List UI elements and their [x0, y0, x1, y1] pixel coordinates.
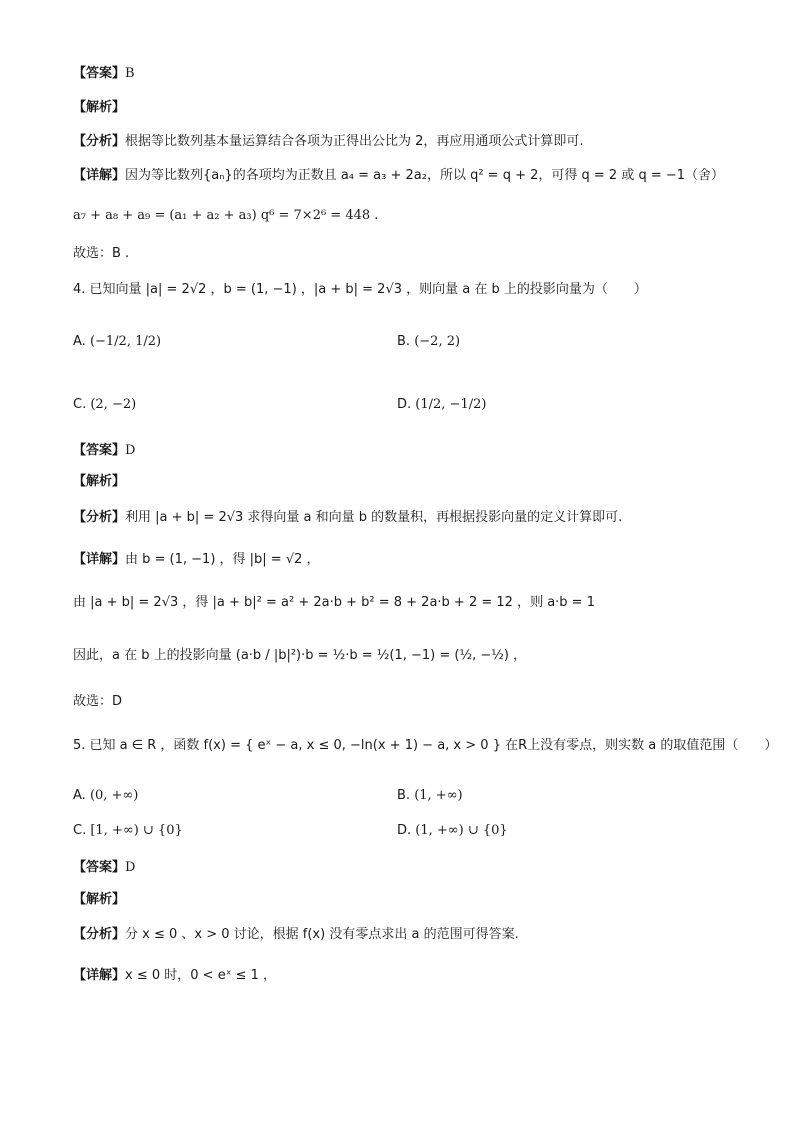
- q3-answer: 【答案】B: [73, 66, 135, 81]
- q4-analysis-heading: 【解析】: [73, 474, 126, 489]
- q5-analysis-heading: 【解析】: [73, 892, 126, 907]
- q5-option-a: A. (0, +∞): [73, 788, 139, 803]
- q3-analysis-heading: 【解析】: [73, 100, 126, 115]
- q4-detail-2: 由 |a + b| = 2√3 ，得 |a + b|² = a² + 2a·b + b² = 8 + 2a·b + 2 = 12 ，则 a·b = 1: [73, 595, 595, 610]
- q4-stem: 4. 已知向量 |a| = 2√2 ，b = (1, −1) ，|a + b| = 2√3 ，则向量 a 在 b 上的投影向量为（ ）: [73, 282, 647, 297]
- q3-detail: 【详解】因为等比数列{aₙ}的各项均为正数且 a₄ = a₃ + 2a₂，所以 q² = q + 2，可得 q = 2 或 q = −1（舍）: [73, 168, 725, 183]
- q4-detail-1: 【详解】由 b = (1, −1) ，得 |b| = √2 ，: [73, 552, 320, 567]
- q4-conclusion: 故选：D: [73, 694, 123, 709]
- q4-option-a: A. (−1/2, 1/2): [73, 334, 162, 349]
- q4-fenxi: 【分析】利用 |a + b| = 2√3 求得向量 a 和向量 b 的数量积，再根据投影向量的定义计算即可.: [73, 510, 623, 525]
- q4-answer: 【答案】D: [73, 443, 136, 458]
- q5-fenxi: 【分析】分 x ≤ 0 、x > 0 讨论，根据 f(x) 没有零点求出 a 的范围可得答案.: [73, 927, 519, 942]
- q5-answer: 【答案】D: [73, 860, 136, 875]
- q4-option-c: C. (2, −2): [73, 397, 137, 412]
- q5-stem: 5. 已知 a ∈ R ，函数 f(x) = { eˣ − a, x ≤ 0, −ln(x + 1) − a, x > 0 } 在R上没有零点，则实数 a 的取值范围（ ）: [73, 738, 778, 753]
- answer-tag: 【答案】: [73, 66, 126, 81]
- q5-option-c: C. [1, +∞) ∪ {0}: [73, 823, 183, 838]
- q5-detail-1: 【详解】x ≤ 0 时，0 < eˣ ≤ 1 ，: [73, 968, 277, 983]
- q3-fenxi: 【分析】根据等比数列基本量运算结合各项为正得出公比为 2，再应用通项公式计算即可.: [73, 134, 584, 149]
- q5-option-b: B. (1, +∞): [397, 788, 463, 803]
- q3-conclusion: 故选：B .: [73, 246, 130, 261]
- q4-option-b: B. (−2, 2): [397, 334, 461, 349]
- q3-detail-formula: a₇ + a₈ + a₉ = (a₁ + a₂ + a₃) q⁶ = 7×2⁶ = 448 .: [73, 208, 379, 223]
- q5-option-d: D. (1, +∞) ∪ {0}: [397, 823, 508, 838]
- q4-detail-3: 因此，a 在 b 上的投影向量 (a·b / |b|²)·b = ½·b = ½(1, −1) = (½, −½) ，: [73, 648, 527, 663]
- q4-option-d: D. (1/2, −1/2): [397, 397, 487, 412]
